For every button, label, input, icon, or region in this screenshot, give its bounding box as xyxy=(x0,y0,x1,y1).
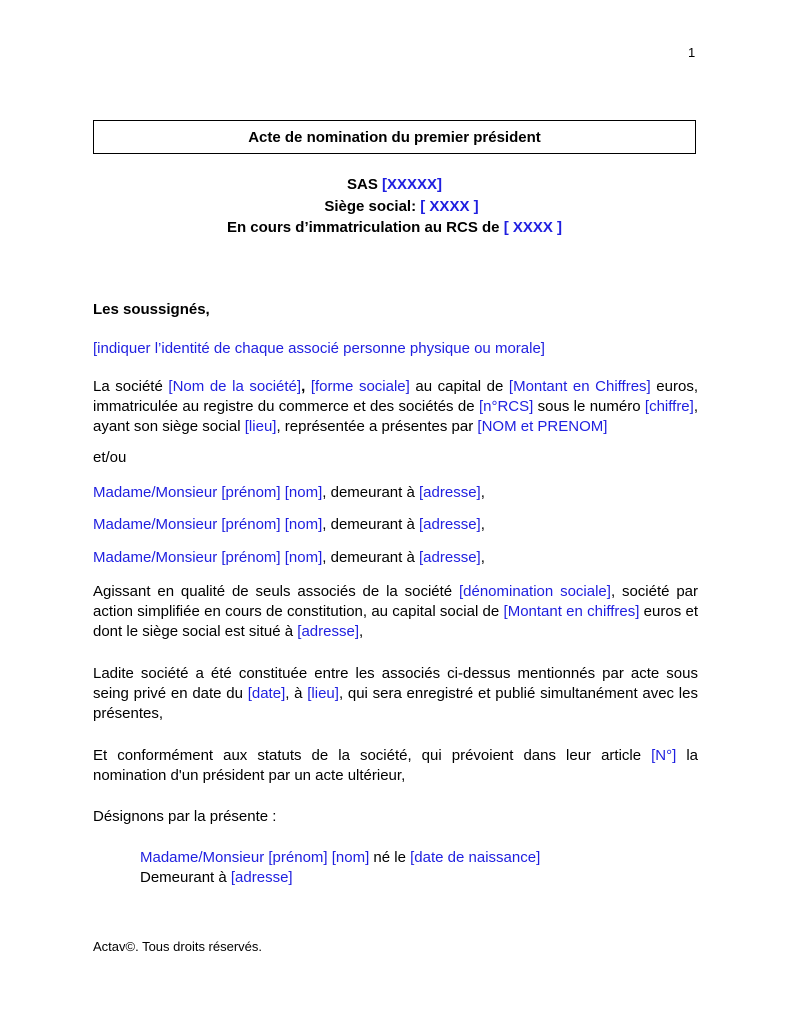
text: , xyxy=(480,516,485,533)
placeholder-address: [adresse] xyxy=(419,484,481,501)
company-paragraph xyxy=(93,377,698,437)
placeholder-number: [chiffre] xyxy=(644,398,694,415)
sas-placeholder: [XXXXX] xyxy=(382,176,443,193)
text: , xyxy=(301,378,311,395)
text: la nomination d'un président par un acte ultérieur, xyxy=(93,747,699,784)
placeholder-person: Madame/Monsieur [prénom] [nom] xyxy=(93,549,323,566)
text: euros, immatriculée au registre du commerce et des sociétés de xyxy=(93,378,698,415)
text: au capital de xyxy=(409,378,509,395)
text: , société par action simplifiée en cours de constitution, au capital social de xyxy=(93,583,699,620)
placeholder-address: [adresse] xyxy=(419,516,481,533)
placeholder-rcs-number: [n°RCS] xyxy=(478,398,534,415)
placeholder-person: Madame/Monsieur [prénom] [nom] xyxy=(93,484,323,501)
placeholder-address: [adresse] xyxy=(230,869,293,886)
identity-instruction: [indiquer l’identité de chaque associé personne physique ou morale] xyxy=(93,340,545,357)
text: , ayant son siège social xyxy=(93,398,698,435)
document-title-box xyxy=(93,120,696,154)
placeholder-article-number: [N°] xyxy=(651,747,677,764)
page-number: 1 xyxy=(688,45,696,60)
document-title: Acte de nomination du premier président xyxy=(248,128,541,146)
text: , demeurant à xyxy=(322,549,419,566)
text: Et conformément aux statuts de la société, qui prévoient dans leur article xyxy=(93,747,652,764)
placeholder-name: [NOM et PRENOM] xyxy=(477,418,608,435)
text: , xyxy=(480,549,485,566)
siege-label: Siège social: xyxy=(324,198,417,215)
text: , xyxy=(359,623,364,640)
text: , qui sera enregistré et publié simultanément avec les présentes, xyxy=(93,685,698,722)
ladite-paragraph xyxy=(93,664,698,724)
placeholder-capital: [Montant en Chiffres] xyxy=(508,378,651,395)
text: La société xyxy=(93,378,169,395)
placeholder-date: [date] xyxy=(247,685,286,702)
text: , représentée a présentes par xyxy=(276,418,478,435)
placeholder-company-name: [Nom de la société] xyxy=(168,378,302,395)
designee-block xyxy=(140,848,700,888)
placeholder-place: [lieu] xyxy=(307,685,339,702)
placeholder-place: [lieu] xyxy=(244,418,277,435)
placeholder-birth-date: [date de naissance] xyxy=(410,849,541,866)
designee-line-2 xyxy=(140,868,700,888)
text: , xyxy=(480,484,485,501)
designons-text: Désignons par la présente : xyxy=(93,808,277,825)
placeholder-denomination: [dénomination sociale] xyxy=(458,583,611,600)
person-line-2 xyxy=(93,515,698,535)
text: né le xyxy=(369,849,411,866)
placeholder-address: [adresse] xyxy=(419,549,481,566)
person-line-3 xyxy=(93,548,698,568)
text: Demeurant à xyxy=(140,869,231,886)
siege-placeholder: [ XXXX ] xyxy=(420,198,479,215)
conformement-paragraph xyxy=(93,746,698,786)
text: sous le numéro xyxy=(533,398,645,415)
placeholder-address: [adresse] xyxy=(297,623,359,640)
text: , demeurant à xyxy=(322,484,419,501)
designee-line-1 xyxy=(140,848,700,868)
placeholder-person: Madame/Monsieur [prénom] [nom] xyxy=(93,516,323,533)
agissant-paragraph xyxy=(93,582,698,642)
placeholder-person: Madame/Monsieur [prénom] [nom] xyxy=(140,849,370,866)
text: Ladite société a été constituée entre les associés ci-dessus mentionnés par acte sous seing privé en date du xyxy=(93,665,698,702)
rcs-label: En cours d’immatriculation au RCS de xyxy=(226,219,500,236)
person-line-1 xyxy=(93,483,698,503)
and-or-text: et/ou xyxy=(93,449,127,466)
company-rcs-line xyxy=(93,219,696,236)
company-sas-line xyxy=(93,176,696,193)
rcs-placeholder: [ XXXX ] xyxy=(503,219,563,236)
placeholder-capital: [Montant en chiffres] xyxy=(503,603,640,620)
soussignes-heading: Les soussignés, xyxy=(93,301,210,318)
text: , à xyxy=(285,685,308,702)
placeholder-legal-form: [forme sociale] xyxy=(310,378,410,395)
sas-label: SAS xyxy=(346,176,378,193)
company-siege-line xyxy=(93,198,696,215)
text: , demeurant à xyxy=(322,516,419,533)
text: Agissant en qualité de seuls associés de la société xyxy=(93,583,459,600)
footer-copyright: Actav©. Tous droits réservés. xyxy=(93,939,263,954)
text: euros et dont le siège social est situé à xyxy=(93,603,698,640)
